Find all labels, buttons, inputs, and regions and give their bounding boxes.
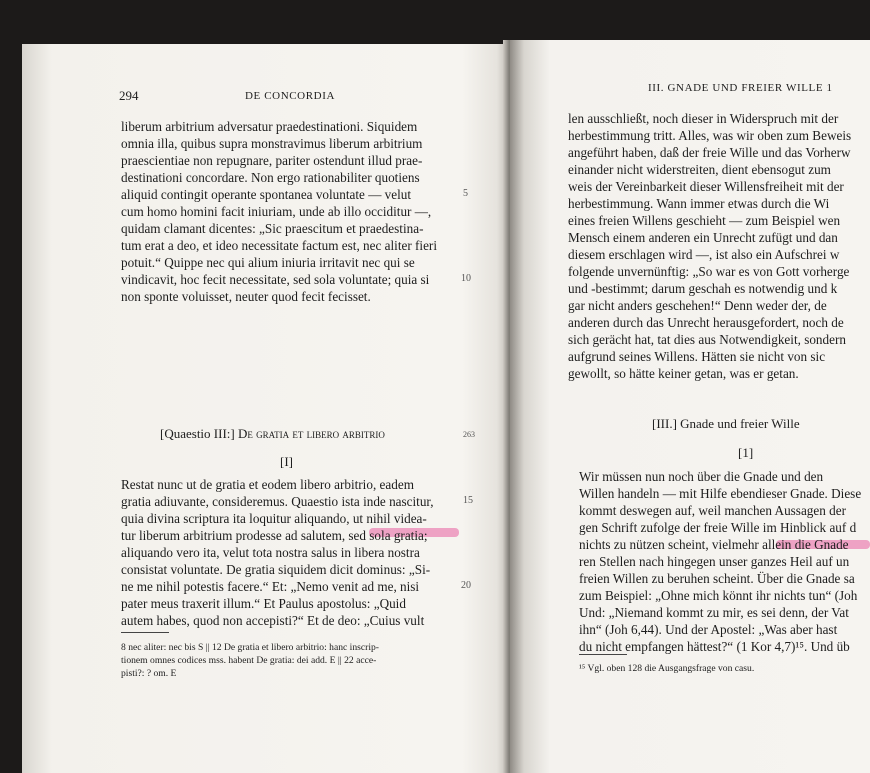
text-line: gratia adiuvante, consideremus. Quaestio ista inde nascitur,: [121, 494, 434, 509]
text-line: gewollt, so hätte keiner getan, was er getan.: [568, 366, 799, 381]
left-page: [22, 44, 510, 773]
text-line: Und: „Niemand kommt zu mir, es sei denn, der Vat: [579, 605, 849, 620]
footnote-line: 8 nec aliter: nec bis S || 12 De gratia et libero arbitrio: hanc inscrip-: [121, 642, 379, 653]
text-line: non sponte voluisset, neuter quod fecit fecisset.: [121, 289, 371, 304]
text-line: potuit.“ Quippe nec qui alium iniuria irritavit nec qui se: [121, 255, 415, 270]
text-line: kommt deswegen auf, weil manchen Aussagen der: [579, 503, 846, 518]
text-line: consistat voluntate. De gratia siquidem dicit dominus: „Si-: [121, 562, 431, 577]
section-heading-latin: [160, 426, 385, 442]
footnote-rule: [579, 654, 627, 655]
text-line: tur liberum arbitrium prodesse ad salutem, sed sola gratia;: [121, 528, 428, 543]
text-line: ren Stellen nach hingegen unser ganzes Heil auf un: [579, 554, 850, 569]
line-number: 15: [463, 495, 473, 506]
text-line: aufgrund seines Willens. Hätten sie nicht von sic: [568, 349, 826, 364]
text-line: eines freien Willens geschieht — zum Beispiel wen: [568, 213, 841, 228]
page-number: 294: [119, 88, 139, 103]
line-number: 10: [461, 273, 471, 284]
text-line: einander nicht widerstreiten, dient ebensogut zum: [568, 162, 831, 177]
footnote-line: tionem omnes codices mss. habent De gratia: dei add. E || 22 acce-: [121, 655, 377, 666]
text-line: pater meus traxerit illum.“ Et Paulus apostolus: „Quid: [121, 596, 406, 611]
text-line: angeführt haben, daß der freie Wille und das Vorherw: [568, 145, 851, 160]
text-line: folgende unvernünftig: „So war es von Gott vorherge: [568, 264, 850, 279]
running-head-left: DE CONCORDIA: [245, 90, 336, 102]
text-line: zum Beispiel: „Ohne mich könnt ihr nichts tun“ (Joh: [579, 588, 858, 603]
section-heading-title: De gratia et libero arbitrio: [237, 426, 385, 441]
footnote-line: pisti?: ? om. E: [121, 668, 177, 679]
text-line: sich gerächt hat, tat dies aus Notwendigkeit, sondern: [568, 332, 846, 347]
text-line: aliquid contingit operante spontanea voluntate — velut: [121, 187, 412, 202]
text-line: anderen durch das Unrecht herausgefordert, noch de: [568, 315, 844, 330]
text-line: liberum arbitrium adversatur praedestinationi. Siquidem: [121, 119, 418, 134]
line-number: 20: [461, 580, 471, 591]
text-line: Wir müssen nun noch über die Gnade und den: [579, 469, 824, 484]
text-line: gar nicht anders geschehen!“ Denn weder der, de: [568, 298, 827, 313]
text-line: praescientiae non repugnare, pariter ostendunt illud prae-: [121, 153, 423, 168]
section-heading-german: [III.] Gnade und freier Wille: [652, 416, 800, 431]
text-line: quidam clamant dicentes: „Sic praescitum et praedestina-: [121, 221, 424, 236]
section-heading-prefix: [Quaestio III:]: [160, 426, 235, 441]
text-line: und -bestimmt; darum geschah es notwendig und k: [568, 281, 838, 296]
margin-reference: 263: [463, 430, 475, 439]
text-line: autem habes, quod non accepisti?“ Et de deo: „Cuius vult: [121, 613, 425, 628]
text-line: vindicavit, hoc fecit necessitate, sed sola voluntate; quia si: [121, 272, 430, 287]
text-line: diesem erschlagen wird —, ist also ein Aufschrei w: [568, 247, 840, 262]
footnote-rule: [121, 632, 169, 633]
text-line: ihn“ (Joh 6,44). Und der Apostel: „Was aber hast: [579, 622, 838, 637]
text-line: tum erat a deo, et ideo necessitate factum est, nec aliter fieri: [121, 238, 437, 253]
line-number: 5: [463, 188, 468, 199]
text-line: cum homo homini facit iniuriam, unde ab illo occiditur —,: [121, 204, 432, 219]
text-line: quia divina scriptura ita loquitur aliquando, ut nihil videa-: [121, 511, 427, 526]
text-line: destinationi concordare. Non ergo rationabiliter quotiens: [121, 170, 420, 185]
text-line: aliquando vero ita, velut tota nostra salus in libera nostra: [121, 545, 420, 560]
text-line: du nicht empfangen hättest?“ (1 Kor 4,7)¹⁵. Und üb: [579, 639, 850, 654]
text-line: gen Schrift zufolge der freie Wille im Hinblick auf d: [579, 520, 857, 535]
section-number-latin: [I]: [280, 454, 293, 469]
text-line: ne me nihil potestis facere.“ Et: „Nemo venit ad me, nisi: [121, 579, 420, 594]
text-line: len ausschließt, noch dieser in Widerspruch mit der: [568, 111, 839, 126]
section-number-german: [1]: [738, 445, 754, 460]
text-line: Restat nunc ut de gratia et eodem libero arbitrio, eadem: [121, 477, 414, 492]
text-line: weis der Vereinbarkeit dieser Willensfreiheit mit der: [568, 179, 844, 194]
right-page: [510, 40, 870, 773]
text-line: omnia illa, quibus supra monstravimus liberum arbitrium: [121, 136, 423, 151]
text-line: Mensch einem anderen ein Unrecht zufügt und dan: [568, 230, 838, 245]
footnote-line: ¹⁵ Vgl. oben 128 die Ausgangsfrage von casu.: [579, 663, 755, 674]
text-line: herbestimmung. Wann immer etwas durch die Wi: [568, 196, 830, 211]
running-head-right: III. GNADE UND FREIER WILLE 1: [648, 82, 833, 94]
text-line: freien Willen zu beruhen scheint. Über die Gnade sa: [579, 571, 855, 586]
text-line: Willen handeln — mit Hilfe ebendieser Gnade. Diese: [579, 486, 862, 501]
text-line: nichts zu nützen scheint, vielmehr allein die Gnade: [579, 537, 849, 552]
text-line: herbestimmung tritt. Alles, was wir oben zum Beweis: [568, 128, 852, 143]
